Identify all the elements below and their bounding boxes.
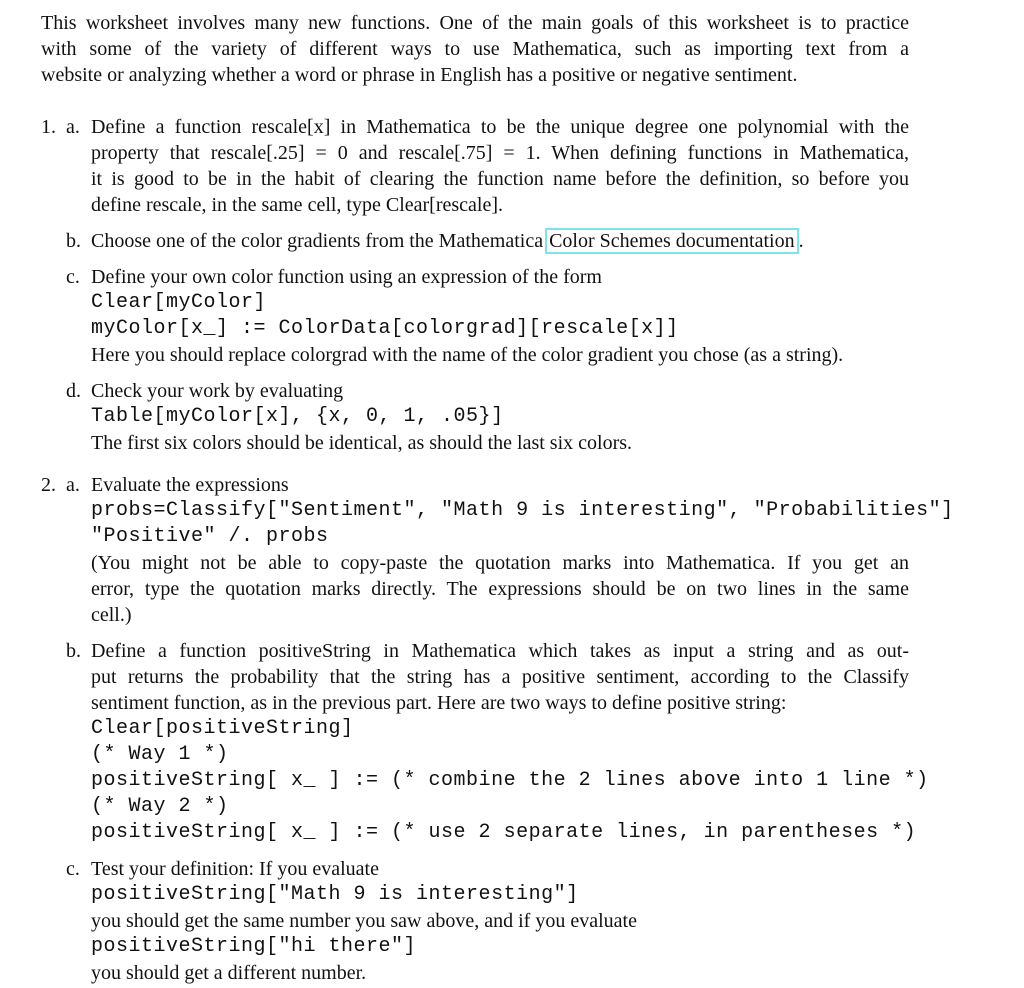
p1a-line: property that rescale[.25] = 0 and rescale[.75] = 1. When defining functions in Mathematica, — [91, 142, 909, 164]
code-line: probs=Classify["Sentiment", "Math 9 is interesting", "Probabilities"] — [91, 499, 954, 522]
p1b-period: . — [798, 230, 804, 252]
p2a-line: error, type the quotation marks directly. The expressions should be on two lines in the same — [91, 578, 909, 600]
p2b-line: put returns the probability that the string has a positive sentiment, according to the Classify — [91, 666, 909, 688]
code-line: positiveString["Math 9 is interesting"] — [91, 883, 579, 906]
p1d-line: Check your work by evaluating — [91, 380, 344, 402]
part-label: d. — [66, 380, 81, 402]
code-line: Table[myColor[x], {x, 0, 1, .05}] — [91, 405, 504, 428]
color-schemes-link[interactable]: Color Schemes documentation — [545, 228, 799, 254]
p2a-line: cell.) — [91, 604, 132, 626]
code-line: Clear[myColor] — [91, 291, 267, 314]
problem-number: 2. — [41, 474, 56, 496]
p2a-line: (You might not be able to copy-paste the quotation marks into Mathematica. If you get an — [91, 552, 909, 574]
code-line: positiveString[ x_ ] := (* combine the 2 lines above into 1 line *) — [91, 769, 929, 792]
part-label: c. — [66, 858, 80, 880]
p1a-line: define rescale, in the same cell, type Clear[rescale]. — [91, 194, 504, 216]
p2c-line: you should get a different number. — [91, 962, 367, 984]
code-line: (* Way 1 *) — [91, 743, 229, 766]
p1c-line: Here you should replace colorgrad with the name of the color gradient you chose (as a string). — [91, 344, 844, 366]
code-line: myColor[x_] := ColorData[colorgrad][rescale[x]] — [91, 317, 679, 340]
intro-line: This worksheet involves many new functions. One of the main goals of this worksheet is to practice — [41, 12, 909, 34]
p2b-line: sentiment function, as in the previous part. Here are two ways to define positive string: — [91, 692, 787, 714]
part-label: c. — [66, 266, 80, 288]
p2b-line: Define a function positiveString in Mathematica which takes as input a string and as out- — [91, 640, 909, 662]
part-label: a. — [66, 116, 80, 138]
intro-line: website or analyzing whether a word or phrase in English has a positive or negative sentiment. — [41, 64, 798, 86]
code-line: positiveString["hi there"] — [91, 935, 417, 958]
p1c-line: Define your own color function using an expression of the form — [91, 266, 602, 288]
code-line: "Positive" /. probs — [91, 525, 329, 548]
p1d-line: The first six colors should be identical, as should the last six colors. — [91, 432, 633, 454]
part-label: b. — [66, 230, 81, 252]
p1b-text: Choose one of the color gradients from the Mathematica — [91, 230, 544, 252]
part-label: a. — [66, 474, 80, 496]
p1a-line: Define a function rescale[x] in Mathematica to be the unique degree one polynomial with the — [91, 116, 909, 138]
p2c-line: Test your definition: If you evaluate — [91, 858, 379, 880]
p2a-line: Evaluate the expressions — [91, 474, 289, 496]
part-label: b. — [66, 640, 81, 662]
code-line: (* Way 2 *) — [91, 795, 229, 818]
p2c-line: you should get the same number you saw above, and if you evaluate — [91, 910, 637, 932]
problem-number: 1. — [41, 116, 56, 138]
code-line: Clear[positiveString] — [91, 717, 354, 740]
intro-line: with some of the variety of different ways to use Mathematica, such as importing text from a — [41, 38, 909, 60]
code-line: positiveString[ x_ ] := (* use 2 separate lines, in parentheses *) — [91, 821, 917, 844]
p1b-line — [91, 228, 804, 254]
p1a-line: it is good to be in the habit of clearing the function name before the definition, so before you — [91, 168, 909, 190]
